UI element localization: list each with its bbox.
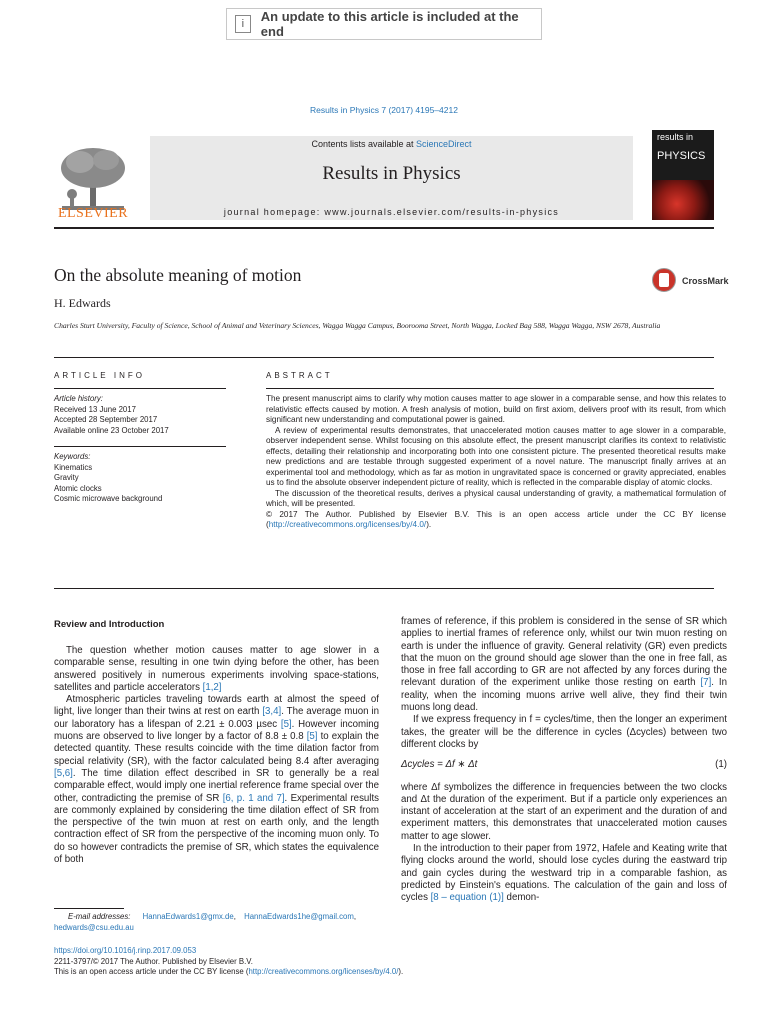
elsevier-wordmark: ELSEVIER [57, 206, 129, 221]
body-column-left [54, 645, 379, 866]
date-accepted: Accepted 28 September 2017 [54, 415, 158, 424]
keywords-rule [54, 446, 226, 447]
cover-line1: results in [657, 132, 694, 142]
equation-expression: Δcycles = Δf ∗ Δt [401, 759, 478, 771]
citation-ref[interactable]: [8 – equation (1)] [430, 892, 504, 904]
sciencedirect-link[interactable]: ScienceDirect [416, 139, 472, 149]
footnote-rule [54, 908, 124, 909]
email-footnote: E-mail addresses: HannaEdwards1@gmx.de, HannaEdwards1he@gmail.com, hedwards@csu.edu.au [54, 912, 356, 932]
abstract-paragraph: The discussion of the theoretical results, derives a physical causal understanding of gravity, a mathematical formulation of which, will be presented. [266, 488, 726, 508]
body-column-right [401, 616, 727, 905]
license-text: © 2017 The Author. Published by Elsevier B.V. This is an open access article under the CC BY license ( [266, 509, 726, 529]
citation-ref[interactable]: [1,2] [202, 681, 222, 693]
citation-link[interactable]: Results in Physics 7 (2017) 4195–4212 [310, 105, 458, 115]
body-paragraph: If we express frequency in f = cycles/time, then the longer an experiment takes, the greater will be the difference in cycles (Δcycles) between two different clocks by [401, 714, 727, 750]
footer-license-text: This is an open access article under the CC BY license ( [54, 967, 249, 976]
body-paragraph [54, 645, 379, 694]
doi-link[interactable]: https://doi.org/10.1016/j.rinp.2017.09.053 [54, 946, 197, 955]
body-paragraph [54, 694, 379, 866]
body-paragraph [401, 843, 727, 904]
cover-art [652, 180, 714, 220]
contents-prefix: Contents lists available at [311, 139, 417, 149]
body-paragraph [401, 616, 727, 714]
article-info-rule [54, 388, 226, 389]
body-text: demon- [503, 892, 540, 904]
footer-license-link[interactable]: http://creativecommons.org/licenses/by/4.0/ [248, 967, 399, 976]
crossmark-icon [652, 268, 676, 292]
cover-line2: PHYSICS [657, 150, 706, 162]
article-history [54, 394, 169, 436]
abstract-body [266, 394, 726, 531]
abstract-heading: ABSTRACT [266, 371, 333, 380]
crossmark-badge[interactable] [652, 268, 728, 294]
abstract-paragraph: The present manuscript aims to clarify why motion causes matter to age slower in a comparable sense, and how this relates to relativistic effects caused by motion. A fresh analysis of motion, build on first axiom, delivers proof with its result, from which significant new understanding and computational power is gained. [266, 394, 726, 424]
email-link[interactable]: HannaEdwards1he@gmail.com [244, 912, 354, 921]
body-text: In the introduction to their paper from 1972, Hafele and Keating write that flying clocks around the world, should lose cycles during the eastward trip and gain cycles during the westward trip in a comparable fashion, as predicted by Einstein's equations. The calculation of the gain and loss of cycles [401, 843, 727, 904]
license-end: ). [426, 520, 432, 529]
author-affiliation: Charles Sturt University, Faculty of Science, School of Animal and Veterinary Sciences, Wagga Wagga Campus, Boorooma Street, North Wagga, Locked Bag 588, Wagga Wagga, NSW 2678, Australia [54, 321, 661, 330]
history-label: Article history: [54, 394, 103, 403]
citation-ref[interactable]: [5] [280, 718, 292, 730]
equation-number: (1) [715, 759, 727, 771]
email-link[interactable]: hedwards@csu.edu.au [54, 922, 134, 932]
abstract-rule [266, 388, 714, 389]
keyword: Gravity [54, 473, 79, 482]
citation-ref[interactable]: [6, p. 1 and 7] [222, 792, 285, 804]
issn-line: 2211-3797/© 2017 The Author. Published by Elsevier B.V. [54, 956, 253, 966]
date-received: Received 13 June 2017 [54, 404, 136, 414]
citation-ref[interactable]: [3,4] [262, 706, 282, 718]
body-text: Atmospheric particles traveling towards earth at almost the speed of light, live longer than their twins at rest on earth [54, 694, 379, 718]
article-info-heading: ARTICLE INFO [54, 371, 145, 380]
body-text: . However incoming muons are observed to live longer by a factor of 8.8 ± 0.8 [54, 718, 379, 743]
email-link[interactable]: HannaEdwards1@gmx.de [142, 912, 234, 921]
title-rule [54, 357, 714, 358]
article-author: H. Edwards [54, 296, 111, 310]
body-text: . Experimental results are commonly explained by considering the time dilation effect of SR from the perspective of the twin muon at rest on earth only, and the length contraction effect of SR from the perspective of the incoming muon only. To do so however contradicts the premise of SR, which states the equivalence of both [54, 792, 379, 866]
journal-title: Results in Physics [322, 163, 461, 184]
section-heading: Review and Introduction [54, 619, 165, 630]
keyword: Kinematics [54, 462, 93, 472]
citation-ref[interactable]: [7] [700, 677, 712, 689]
body-text: . The average muon in our laboratory has a lifespan of 2.21 ± 0.003 µsec [54, 706, 379, 730]
crossmark-label: CrossMark [682, 276, 729, 286]
license-link[interactable]: http://creativecommons.org/licenses/by/4.0/ [268, 520, 427, 529]
journal-cover[interactable] [652, 130, 714, 220]
page-footer [54, 946, 403, 978]
keywords-list [54, 452, 162, 505]
date-online: Available online 23 October 2017 [54, 425, 169, 435]
email-label: E-mail addresses: [68, 912, 131, 921]
citation-ref[interactable]: [5] [306, 731, 318, 743]
abstract-license [266, 510, 726, 531]
body-text: . In reality, when the incoming muons arrive well alive, they find their twin muons long dead. [401, 677, 727, 714]
body-paragraph: where Δf symbolizes the difference in frequencies between the two clocks and Δt the duration of the experiment. But if a particle only experiences an instant of acceleration at the start of an experiment and the duration of and experiment matters, this demonstrates that unaccelerated motion causes matter to age slower. [401, 781, 727, 842]
keywords-label: Keywords: [54, 452, 91, 461]
body-text: . The time dilation effect described in SR to generally be a real comparable effect, would imply one inertial reference frame special over the other, contradicting the premise of SR [54, 767, 379, 804]
body-text: to explain the detected quantity. These results coincide with the time dilation factor from special relativity (SR), with the factor calculated being 8.4 after averaging [54, 731, 379, 767]
article-title: On the absolute meaning of motion [54, 265, 302, 285]
citation-ref[interactable]: [5,6] [54, 767, 73, 779]
info-icon: i [235, 15, 251, 33]
journal-homepage[interactable]: journal homepage: www.journals.elsevier.com/results-in-physics [223, 207, 560, 217]
abstract-paragraph: A review of experimental results demonstrates, that unaccelerated motion causes matter to age slower in a comparable, observer independent sense. Whilst focusing on this absolute effect, the present manuscript clarifies its context to relativistic effects, detailing their relationship and incorporating both into one consistent picture. The presented theoretical results make new predictions and are testable through suggested experiment of a novel nature. The manuscript finally arrives at an experimental tool and methodology, which as far as motion in ungravitated space is concerned or gravity appreciated, enables us to find the absolute observer independent picture of reality, which is reflected in the comparable display of atomic clocks. [266, 425, 726, 487]
keyword: Atomic clocks [54, 483, 102, 493]
body-text: The question whether motion causes matter to age slower in a comparable sense, resulting in one twin dying before the other, has been answered positively in numerous experiments involving space-stations, satellites and particle accelerators [54, 645, 379, 693]
header-rule [54, 227, 714, 229]
abstract-bottom-rule [54, 588, 714, 589]
footer-license-end: ). [398, 967, 404, 976]
contents-line [150, 139, 633, 149]
update-banner-text: An update to this article is included at the end [260, 9, 519, 39]
equation-1 [401, 759, 727, 771]
body-text: frames of reference, if this problem is considered in the sense of SR which applies to inertial frames of reference only, whilst our twin muon resting on earth is under the influence of gravity. General relativity (GR) even predicts that the muon on the ground should age slower than the one in free fall, as those in free fall according to GR are not affected by any forces during the relevant duration of the experiment unlike those resting on earth [401, 616, 727, 689]
footer-license [54, 967, 403, 978]
keyword: Cosmic microwave background [54, 494, 163, 503]
update-banner[interactable] [226, 8, 542, 40]
